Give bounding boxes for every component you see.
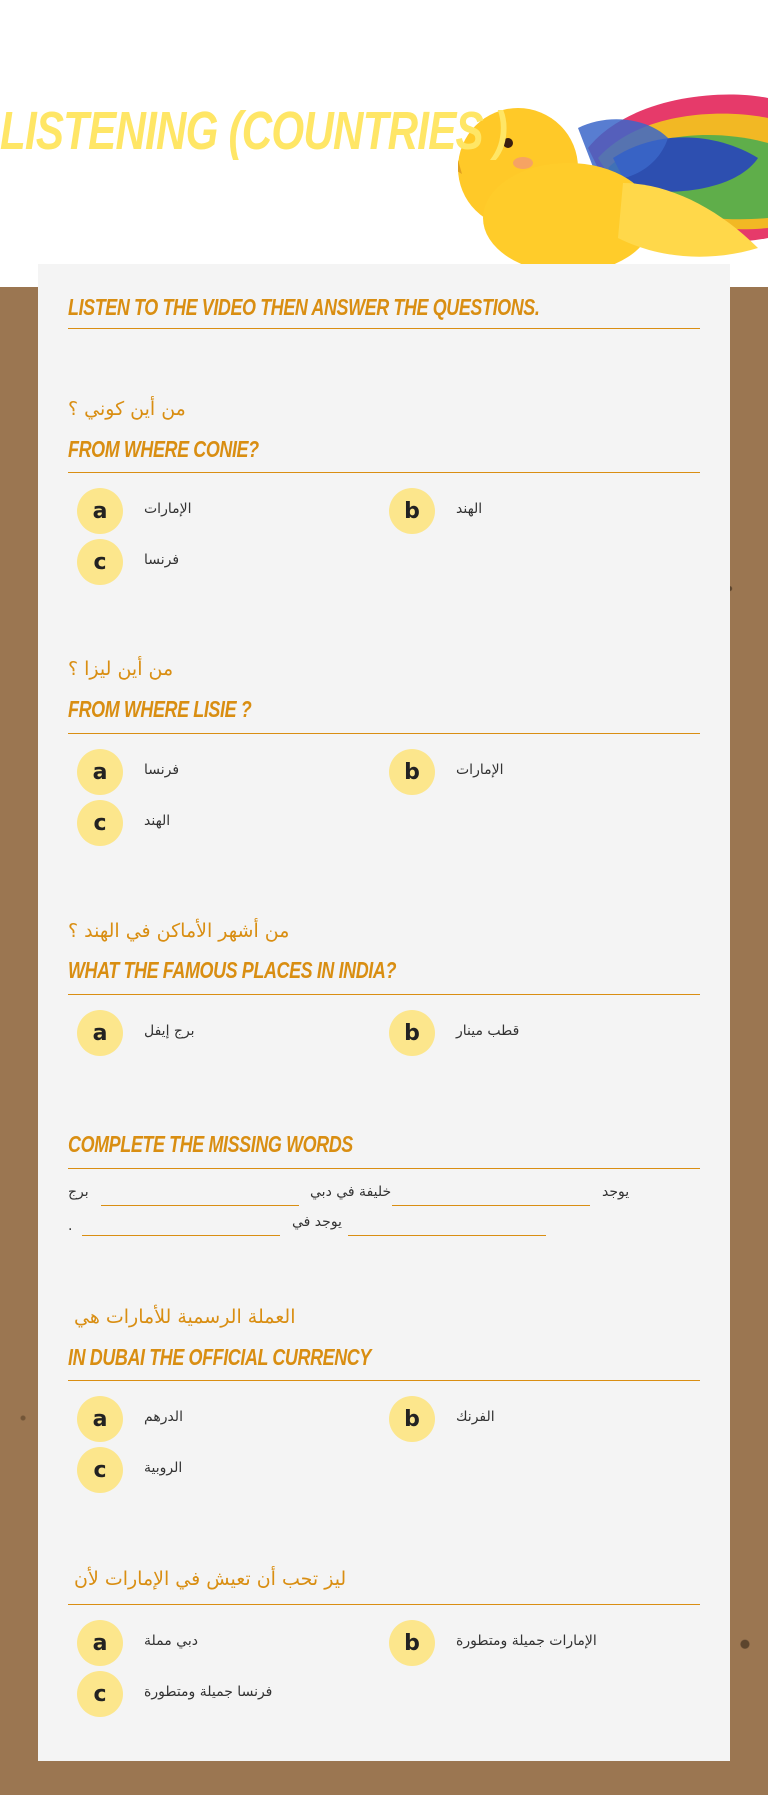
option-a-text[interactable]: الدرهم — [144, 1409, 183, 1425]
option-b-badge[interactable]: b — [389, 1620, 435, 1666]
option-c-badge[interactable]: c — [77, 800, 123, 846]
option-b-text[interactable]: قطب مينار — [456, 1023, 520, 1039]
blank-input[interactable] — [348, 1235, 546, 1236]
option-c-text[interactable]: الروبية — [144, 1460, 183, 1476]
option-c-badge[interactable]: c — [77, 539, 123, 585]
divider — [68, 1380, 700, 1381]
fill-in-word: يوجد — [602, 1184, 630, 1200]
question-3-english: WHAT THE FAMOUS PLACES IN INDIA? — [68, 957, 397, 983]
worksheet-card — [38, 264, 730, 1761]
worksheet-title: LISTENING (COUNTRIES ) — [0, 101, 507, 161]
option-b-text[interactable]: الهند — [456, 501, 483, 517]
option-a-text[interactable]: الإمارات — [144, 501, 192, 517]
blank-input[interactable] — [101, 1205, 299, 1206]
instructions-heading: LISTEN TO THE VIDEO THEN ANSWER THE QUESTIONS. — [68, 294, 540, 320]
fill-in-word: برج — [68, 1184, 89, 1200]
question-4-arabic: العملة الرسمية للأمارات هي — [74, 1306, 296, 1328]
divider — [68, 994, 700, 995]
option-a-text[interactable]: دبي مملة — [144, 1633, 198, 1649]
option-b-badge[interactable]: b — [389, 488, 435, 534]
question-2-arabic: من أين ليزا ؟ — [68, 658, 174, 680]
divider — [68, 1604, 700, 1605]
question-5-arabic: ليز تحب أن تعيش في الإمارات لأن — [74, 1568, 347, 1590]
option-c-badge[interactable]: c — [77, 1447, 123, 1493]
question-1-english: FROM WHERE CONIE? — [68, 436, 259, 462]
divider — [68, 472, 700, 473]
question-1-arabic: من أين كوني ؟ — [68, 398, 186, 420]
blank-input[interactable] — [82, 1235, 280, 1236]
option-c-text[interactable]: فرنسا جميلة ومتطورة — [144, 1684, 273, 1700]
option-a-badge[interactable]: a — [77, 1620, 123, 1666]
divider — [68, 328, 700, 329]
option-c-text[interactable]: الهند — [144, 813, 171, 829]
option-c-text[interactable]: فرنسا — [144, 552, 180, 568]
fill-in-word: يوجد في — [292, 1214, 342, 1230]
option-b-text[interactable]: الإمارات — [456, 762, 504, 778]
question-2-english: FROM WHERE LISIE ? — [68, 696, 252, 722]
option-a-badge[interactable]: a — [77, 1010, 123, 1056]
option-b-badge[interactable]: b — [389, 1010, 435, 1056]
option-b-badge[interactable]: b — [389, 1396, 435, 1442]
option-a-text[interactable]: فرنسا — [144, 762, 180, 778]
option-b-badge[interactable]: b — [389, 749, 435, 795]
fill-in-word: . — [68, 1218, 73, 1234]
option-c-badge[interactable]: c — [77, 1671, 123, 1717]
option-a-badge[interactable]: a — [77, 749, 123, 795]
fill-in-heading: COMPLETE THE MISSING WORDS — [68, 1131, 353, 1157]
fill-in-word: خليفة في دبي — [310, 1184, 392, 1200]
option-a-badge[interactable]: a — [77, 1396, 123, 1442]
option-b-text[interactable]: الفرنك — [456, 1409, 495, 1425]
option-a-badge[interactable]: a — [77, 488, 123, 534]
divider — [68, 1168, 700, 1169]
question-4-english: IN DUBAI THE OFFICIAL CURRENCY — [68, 1344, 371, 1370]
option-b-text[interactable]: الإمارات جميلة ومتطورة — [456, 1633, 597, 1649]
divider — [68, 733, 700, 734]
question-3-arabic: من أشهر الأماكن في الهند ؟ — [68, 920, 290, 942]
option-a-text[interactable]: برج إيفل — [144, 1023, 195, 1039]
blank-input[interactable] — [392, 1205, 590, 1206]
